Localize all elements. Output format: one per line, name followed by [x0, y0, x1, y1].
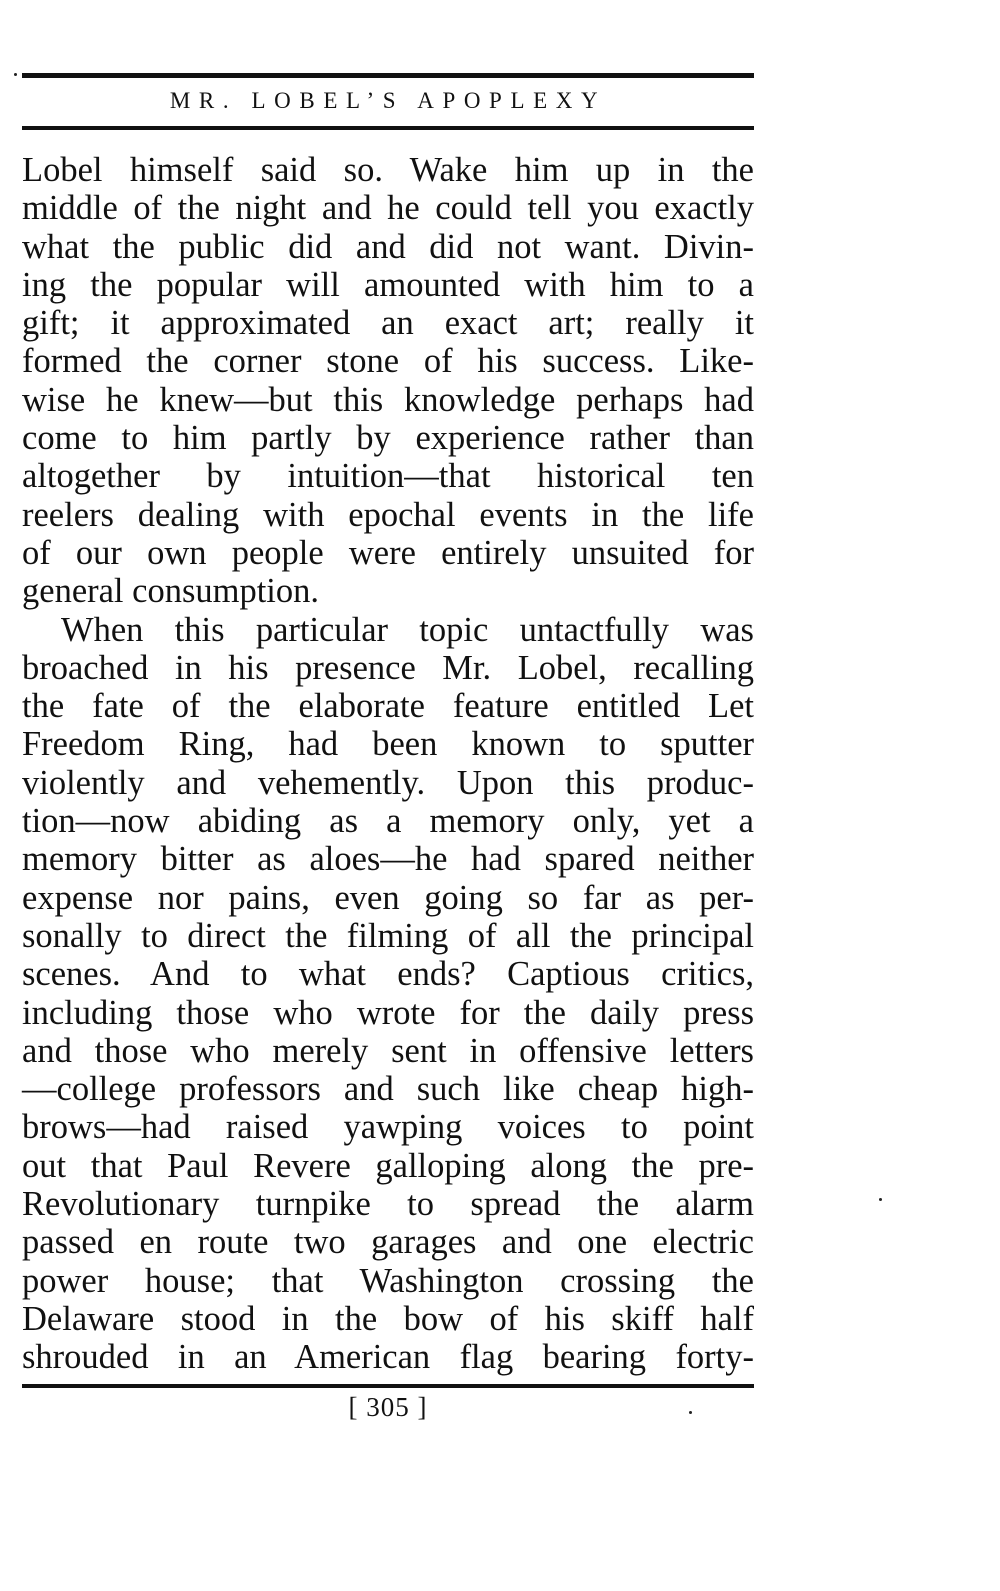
text-line: passed en route two garages and one electric: [22, 1223, 754, 1262]
page-number: [ 305 ]: [348, 1392, 428, 1422]
running-head: MR. LOBEL’S APOPLEXY: [169, 88, 607, 113]
text-line: Revolutionary turnpike to spread the alarm: [22, 1185, 754, 1224]
text-line: of our own people were entirely unsuited for: [22, 533, 754, 572]
text-line: including those who wrote for the daily press: [22, 993, 754, 1032]
text-line: Freedom Ring, had been known to sputter: [22, 725, 754, 764]
text-line: what the public did and did not want. Divin-: [22, 227, 754, 266]
text-line: tion—now abiding as a memory only, yet a: [22, 802, 754, 841]
header-rule-top: [22, 73, 754, 78]
text-line: power house; that Washington crossing the: [22, 1261, 754, 1300]
text-line: When this particular topic untactfully was: [61, 610, 754, 649]
text-line: altogether by intuition—that historical ten: [22, 457, 754, 496]
text-line: out that Paul Revere galloping along the pre-: [22, 1146, 754, 1185]
scan-speck: [689, 1411, 692, 1414]
text-line: ing the popular will amounted with him to a: [22, 265, 754, 304]
footer-rule: [22, 1384, 754, 1388]
text-line: come to him partly by experience rather than: [22, 419, 754, 458]
text-line: general consumption.: [22, 572, 320, 611]
text-line: reelers dealing with epochal events in the life: [22, 495, 754, 534]
scan-speck: [14, 73, 17, 76]
header-rule-bottom: [22, 126, 754, 130]
text-line: Delaware stood in the bow of his skiff half: [22, 1299, 754, 1338]
text-line: —college professors and such like cheap high-: [22, 1070, 754, 1109]
text-line: formed the corner stone of his success. Like-: [22, 342, 754, 381]
text-line: scenes. And to what ends? Captious critics,: [22, 955, 754, 994]
paragraph-1: [22, 151, 754, 611]
scan-speck: [879, 1198, 882, 1201]
text-line: broached in his presence Mr. Lobel, recalling: [22, 648, 754, 687]
text-line: expense nor pains, even going so far as per-: [22, 878, 754, 917]
text-line: memory bitter as aloes—he had spared neither: [22, 840, 754, 879]
body-text: [22, 151, 754, 1377]
text-line: shrouded in an American flag bearing forty-: [22, 1338, 754, 1377]
text-line: wise he knew—but this knowledge perhaps had: [22, 380, 754, 419]
paragraph-2: [22, 611, 754, 1377]
text-line: and those who merely sent in offensive letters: [22, 1031, 754, 1070]
text-line: violently and vehemently. Upon this produc-: [22, 763, 754, 802]
text-line: brows—had raised yawping voices to point: [22, 1108, 754, 1147]
text-line: gift; it approximated an exact art; really it: [22, 304, 754, 343]
text-line: sonally to direct the filming of all the principal: [22, 916, 754, 955]
text-line: the fate of the elaborate feature entitled Let: [22, 687, 754, 726]
text-line: middle of the night and he could tell you exactly: [22, 189, 754, 228]
text-line: Lobel himself said so. Wake him up in the: [22, 151, 754, 189]
